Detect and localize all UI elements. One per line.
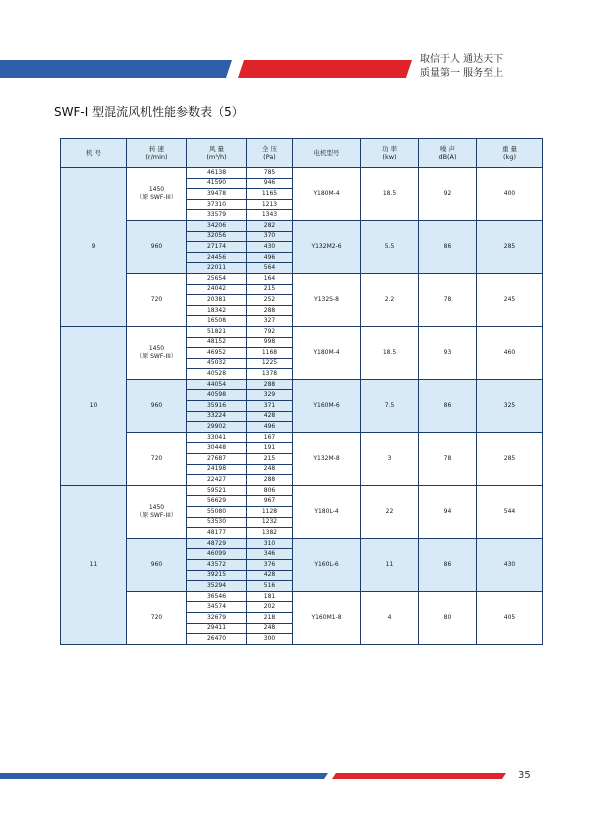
air-volume-cell: 55080 [187, 507, 247, 518]
total-pressure-cell: 496 [247, 422, 293, 433]
total-pressure-cell: 310 [247, 538, 293, 549]
total-pressure-cell: 998 [247, 337, 293, 348]
total-pressure-cell: 430 [247, 242, 293, 253]
weight-cell: 544 [477, 485, 543, 538]
total-pressure-cell: 248 [247, 464, 293, 475]
total-pressure-cell: 346 [247, 549, 293, 560]
air-volume-cell: 36546 [187, 591, 247, 602]
air-volume-cell: 30448 [187, 443, 247, 454]
speed-cell: 1450 （原 SWF-III） [127, 326, 187, 379]
air-volume-cell: 48177 [187, 528, 247, 539]
power-cell: 22 [361, 485, 419, 538]
total-pressure-cell: 252 [247, 295, 293, 306]
air-volume-cell: 48729 [187, 538, 247, 549]
air-volume-cell: 46099 [187, 549, 247, 560]
total-pressure-cell: 967 [247, 496, 293, 507]
air-volume-cell: 20381 [187, 295, 247, 306]
table-row [61, 432, 543, 443]
air-volume-cell: 48152 [187, 337, 247, 348]
air-volume-cell: 44054 [187, 379, 247, 390]
motor-model-cell: Y160L-6 [293, 538, 361, 591]
weight-cell: 285 [477, 432, 543, 485]
slogan [420, 53, 503, 81]
air-volume-cell: 39478 [187, 189, 247, 200]
total-pressure-cell: 371 [247, 401, 293, 412]
air-volume-cell: 32056 [187, 231, 247, 242]
page-number: 35 [518, 770, 531, 781]
table-row [61, 168, 543, 179]
total-pressure-cell: 428 [247, 411, 293, 422]
air-volume-cell: 22427 [187, 475, 247, 486]
power-cell: 4 [361, 591, 419, 644]
column-header: 风 量 (m³/h) [187, 139, 247, 168]
power-cell: 11 [361, 538, 419, 591]
total-pressure-cell: 1225 [247, 358, 293, 369]
total-pressure-cell: 1378 [247, 369, 293, 380]
total-pressure-cell: 1343 [247, 210, 293, 221]
power-cell: 18.5 [361, 326, 419, 379]
air-volume-cell: 33041 [187, 432, 247, 443]
motor-model-cell: Y160M1-8 [293, 591, 361, 644]
weight-cell: 460 [477, 326, 543, 379]
motor-model-cell: Y132M-8 [293, 432, 361, 485]
air-volume-cell: 27687 [187, 454, 247, 465]
total-pressure-cell: 248 [247, 623, 293, 634]
noise-cell: 86 [419, 538, 477, 591]
air-volume-cell: 33579 [187, 210, 247, 221]
total-pressure-cell: 1232 [247, 517, 293, 528]
machine-number-cell: 11 [61, 485, 127, 644]
speed-cell: 720 [127, 591, 187, 644]
air-volume-cell: 22011 [187, 263, 247, 274]
air-volume-cell: 29411 [187, 623, 247, 634]
total-pressure-cell: 1165 [247, 189, 293, 200]
machine-number-cell: 10 [61, 326, 127, 485]
air-volume-cell: 35294 [187, 581, 247, 592]
weight-cell: 245 [477, 273, 543, 326]
power-cell: 18.5 [361, 168, 419, 221]
total-pressure-cell: 282 [247, 220, 293, 231]
motor-model-cell: Y160M-6 [293, 379, 361, 432]
noise-cell: 86 [419, 379, 477, 432]
table-row [61, 591, 543, 602]
column-header: 机 号 [61, 139, 127, 168]
air-volume-cell: 32679 [187, 612, 247, 623]
weight-cell: 285 [477, 220, 543, 273]
column-header: 噪 声 dB(A) [419, 139, 477, 168]
air-volume-cell: 26470 [187, 634, 247, 645]
motor-model-cell: Y180L-4 [293, 485, 361, 538]
performance-table [60, 138, 543, 645]
weight-cell: 400 [477, 168, 543, 221]
noise-cell: 80 [419, 591, 477, 644]
table-row [61, 220, 543, 231]
total-pressure-cell: 191 [247, 443, 293, 454]
motor-model-cell: Y180M-4 [293, 168, 361, 221]
air-volume-cell: 33224 [187, 411, 247, 422]
air-volume-cell: 41590 [187, 178, 247, 189]
motor-model-cell: Y180M-4 [293, 326, 361, 379]
total-pressure-cell: 288 [247, 305, 293, 316]
total-pressure-cell: 288 [247, 379, 293, 390]
total-pressure-cell: 496 [247, 252, 293, 263]
speed-cell: 720 [127, 432, 187, 485]
total-pressure-cell: 376 [247, 559, 293, 570]
air-volume-cell: 45032 [187, 358, 247, 369]
air-volume-cell: 43572 [187, 559, 247, 570]
total-pressure-cell: 288 [247, 475, 293, 486]
column-header: 全 压 (Pa) [247, 139, 293, 168]
air-volume-cell: 34574 [187, 602, 247, 613]
air-volume-cell: 46952 [187, 348, 247, 359]
power-cell: 5.5 [361, 220, 419, 273]
air-volume-cell: 25654 [187, 273, 247, 284]
weight-cell: 405 [477, 591, 543, 644]
total-pressure-cell: 792 [247, 326, 293, 337]
air-volume-cell: 39215 [187, 570, 247, 581]
table-row [61, 538, 543, 549]
weight-cell: 325 [477, 379, 543, 432]
power-cell: 2.2 [361, 273, 419, 326]
air-volume-cell: 35916 [187, 401, 247, 412]
air-volume-cell: 34206 [187, 220, 247, 231]
air-volume-cell: 51821 [187, 326, 247, 337]
air-volume-cell: 53530 [187, 517, 247, 528]
table-row [61, 485, 543, 496]
total-pressure-cell: 1168 [247, 348, 293, 359]
total-pressure-cell: 218 [247, 612, 293, 623]
total-pressure-cell: 516 [247, 581, 293, 592]
air-volume-cell: 40528 [187, 369, 247, 380]
table-row [61, 326, 543, 337]
column-header: 功 率 (kw) [361, 139, 419, 168]
air-volume-cell: 59521 [187, 485, 247, 496]
machine-number-cell: 9 [61, 168, 127, 327]
noise-cell: 94 [419, 485, 477, 538]
total-pressure-cell: 181 [247, 591, 293, 602]
column-header: 重 量 (kg) [477, 139, 543, 168]
total-pressure-cell: 946 [247, 178, 293, 189]
speed-cell: 960 [127, 220, 187, 273]
air-volume-cell: 40598 [187, 390, 247, 401]
total-pressure-cell: 806 [247, 485, 293, 496]
slogan-line-2: 质量第一 服务至上 [420, 68, 504, 79]
total-pressure-cell: 1213 [247, 199, 293, 210]
column-header: 电机型号 [293, 139, 361, 168]
air-volume-cell: 24042 [187, 284, 247, 295]
noise-cell: 78 [419, 432, 477, 485]
air-volume-cell: 29902 [187, 422, 247, 433]
air-volume-cell: 18342 [187, 305, 247, 316]
total-pressure-cell: 1382 [247, 528, 293, 539]
speed-cell: 960 [127, 379, 187, 432]
total-pressure-cell: 428 [247, 570, 293, 581]
total-pressure-cell: 327 [247, 316, 293, 327]
speed-cell: 1450 （原 SWF-III） [127, 168, 187, 221]
noise-cell: 78 [419, 273, 477, 326]
power-cell: 7.5 [361, 379, 419, 432]
total-pressure-cell: 202 [247, 602, 293, 613]
total-pressure-cell: 785 [247, 168, 293, 179]
total-pressure-cell: 1128 [247, 507, 293, 518]
table-header-row [61, 139, 543, 168]
air-volume-cell: 27174 [187, 242, 247, 253]
motor-model-cell: Y132S-8 [293, 273, 361, 326]
total-pressure-cell: 167 [247, 432, 293, 443]
total-pressure-cell: 329 [247, 390, 293, 401]
air-volume-cell: 46138 [187, 168, 247, 179]
footer-stripes [0, 770, 600, 782]
air-volume-cell: 24198 [187, 464, 247, 475]
total-pressure-cell: 164 [247, 273, 293, 284]
power-cell: 3 [361, 432, 419, 485]
noise-cell: 92 [419, 168, 477, 221]
slogan-line-1: 取信于人 通达天下 [420, 54, 504, 65]
speed-cell: 720 [127, 273, 187, 326]
air-volume-cell: 24456 [187, 252, 247, 263]
total-pressure-cell: 215 [247, 454, 293, 465]
page-title: SWF-I 型混流风机性能参数表（5） [54, 105, 244, 119]
air-volume-cell: 16508 [187, 316, 247, 327]
speed-cell: 1450 （原 SWF-III） [127, 485, 187, 538]
noise-cell: 86 [419, 220, 477, 273]
speed-cell: 960 [127, 538, 187, 591]
total-pressure-cell: 564 [247, 263, 293, 274]
total-pressure-cell: 215 [247, 284, 293, 295]
table-row [61, 379, 543, 390]
air-volume-cell: 56629 [187, 496, 247, 507]
motor-model-cell: Y132M2-6 [293, 220, 361, 273]
weight-cell: 430 [477, 538, 543, 591]
noise-cell: 93 [419, 326, 477, 379]
table-row [61, 273, 543, 284]
header-stripes [0, 56, 600, 78]
total-pressure-cell: 300 [247, 634, 293, 645]
air-volume-cell: 37310 [187, 199, 247, 210]
column-header: 转 速 (r/min) [127, 139, 187, 168]
total-pressure-cell: 370 [247, 231, 293, 242]
